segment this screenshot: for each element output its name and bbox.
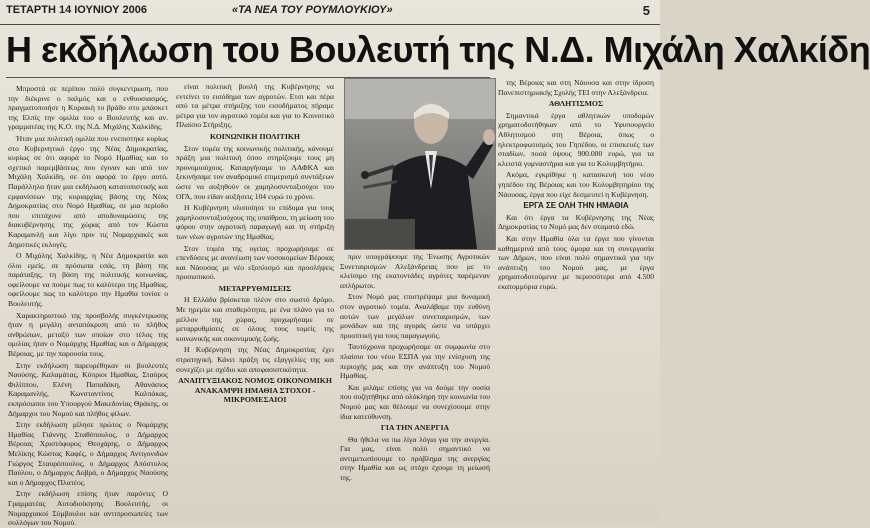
paragraph: Στην εκδήλωση μίλησε πρώτος ο Νομάρχης Ημαθίας Γιάννης Σταθόπουλος, ο Δήμαρχος Βέροιας Χριστόφορος Θεοχάρης, ο Δήμαρχος Μελίκης Κώστας Καφές, ο Δήμαρχος Αντιγονιδών Γιώργος Σταυρόπουλος, ο Δήμαρχος Απόστολος Παύλου, ο Δήμαρχος Δοβρά, ο Δήμαρχος Ναούσης και ο Δήμαρχος Πλατέος. [8, 420, 168, 487]
paragraph: Η Κυβέρνηση της Νέας Δημοκρατίας έχει στρατηγική. Κάνει πράξη τις εξαγγελίες της και συνεχίζει με σχέδιο και αποφασιστικότητα. [176, 345, 334, 374]
paragraph: Στην εκδήλωση επίσης ήταν παρόντες Ο Γραμματέας Αυτοδιοίκησης Βουλευτής, οι Νομαρχιακοί Σύμβουλοι και αντιπροσωπείες των συλλόγων του Νομού. [8, 489, 168, 528]
paragraph: Ο Μιχάλης Χαλκίδης, η Νέα Δημοκρατία και όλοι εμείς, σε πρόσωπα εσάς, τη βάση της παράταξης, τη βάση της πολιτικής κοινωνίας, οφείλουμε να πούμε πως το καλύτερο της Ημαθίας, οφείλουμε πως το καλύτερο την Ημαθία τονίσε ο Βουλευτής. [8, 251, 168, 309]
article-column-2 [176, 82, 334, 434]
subheading-athletics: ΑΘΛΗΤΙΣΜΟΣ [548, 99, 604, 109]
paragraph: Η Κυβέρνηση υλοποίησε το επίδομα για τους χαμηλοσυνταξιούχους της υπαίθρου, τη μείωση του φόρου στην αγροτική παραγωγή και τη στήριξη των νέων αγροτών της Ημαθίας. [176, 203, 334, 241]
speaker-photo [344, 78, 496, 250]
paragraph: Θα ήθελα να πω λίγα λόγια για την ανεργία. Για μας, είναι πολύ σημαντικό να αντιμετωπίσουμε το πρόβλημα της ανεργίας στην Ημαθία και ως στόχο έχουμε τη μείωσή της. [340, 434, 490, 483]
article-column-3 [340, 252, 490, 520]
issue-date: ΤΕΤΑΡΤΗ 14 ΙΟΥΝΙΟΥ 2006 [6, 4, 148, 16]
speaker-photo-image [345, 79, 495, 249]
paragraph: πριν υπογράψουμε της Ένωσης Αγροτικών Συνεταιρισμών Αλεξάνδρειας που με το κλείσιμο της εκατοντάδες αγρότες παρέμεναν απλήρωτοι. [340, 252, 490, 290]
article-headline: Η εκδήλωση του Βουλευτή της Ν.Δ. Μιχάλη Χαλκίδη [6, 29, 870, 70]
paragraph: Χαρακτηριστικό της προσβολής συγκέντρωσης ήταν η μεγάλη ανταπόκριση από το πλήθος ανθρώπων, μεταξύ των οποίων στο τέλος της ομιλίας ήταν ο Νομάρχης Ημαθίας και ο Δήμαρχος Βέροιας, με την παρουσία τους. [8, 310, 168, 359]
paragraph: Ταυτόχρονα προχωρήσαμε σε συμφωνία στο πλαίσιο του νέου ΕΣΠΑ για την ενίσχυση της περιοχής μας και την ανάπτυξη του Νομού Ημαθίας. [340, 342, 490, 381]
paragraph: Μπροστά σε περίπου πολύ συγκεντρωση, που την διέκρινε ο παλμός και ο ενθουσιασμός, πραγματοποιήσε η Κυριακή το βράδυ στο μπάσκετ της Ελπίς την ομιλία του ο Βουλευτής και αν. γραμματέας της Κ.Ο. της Ν.Δ. Μιχάλης Χαλκίδης. [8, 84, 168, 132]
paragraph: της Βέροιας και στη Νάουσα και στην ίδρυση Πανεπιστημιακής Σχολής ΤΕΙ στην Αλεξάνδρεια. [498, 78, 654, 97]
paragraph: Ήταν μια πολιτική ομιλία που ενεπιστηκε κυρίως στο Κυβερνητικό έργο της Νέας Δημοκρατίας, κυρίως σε ότι αφορά το Νομό Ημαθίας και το σχετικό παρεμβάσεως που έγιναν και από τον Μιχάλη Χαλκίδη, σε ότι αφορά το έργο αυτό. Παράλληλα ήταν μια εκδήλωση κατατοπιστικής και εμφανίσεων της κυριαρχίας βάσης της Νέας Δημοκρατίας στο Νομό Ημαθίας, σε μια περίοδο που επιτάχυνε από αποδυναμώσεις της διακυβέρνησης της χώρας από τον Κώστα Καραμανλή και λίγο πριν τις Νομαρχιακές και Δημοτικές εκλογές. [8, 133, 168, 249]
paragraph: Στον τομέα της κοινωνικής πολιτικής, κάνουμε πράξη μια πολιτική όπου στηρίζουμε τους μη προνομιούχους. Καταργήσαμε το ΛΑΦΚΑ και ξεκινήσαμε τον αναδρομικό επιμερισμό συντάξεων ώστε να αυξηθούν οι χαμηλοσυνταξιούχοι του ΟΓΑ, που είδαν αυξήσεις 104 ευρώ το χρόνο. [176, 143, 334, 201]
subheading-reforms: ΜΕΤΑΡΡΥΘΜΙΣΕΙΣ [218, 283, 292, 293]
paragraph: είναι πολιτική βουλή της Κυβέρνησης να εντείνει το εισόδημα των αγροτών. Ετσι και πέρα από τα μέτρα στήριξης του εισοδήματος πήραμε μέτρα για τον αγροτικό τομέα και για το Κοινοτικό Πλαίσιο Στήριξης. [176, 82, 334, 130]
subheading-social-policy: ΚΟΙΝΩΝΙΚΗ ΠΟΛΙΤΙΚΗ [210, 131, 300, 141]
paragraph: Ακόμα, εγκρίθηκε η κατασκευή του νέου γηπέδου της Βέροιας και του Κολυμβητηρίου της Νάουσας, έργα που είχε δεσμευτεί η Κυβέρνηση. [498, 170, 654, 199]
article-column-1 [8, 84, 168, 528]
masthead [0, 0, 660, 25]
newspaper-name: «ΤΑ ΝΕΑ ΤΟΥ ΡΟΥΜΛΟΥΚΙΟΥ» [232, 4, 393, 16]
paragraph: Σημαντικά έργα αθλητικών υποδομών χρηματοδοτήθηκαν από το Υφυπουργείο Αθλητισμού στη Βέροια, όπως ο ηλεκτροφωτισμός του Γηπέδου, οι επισκευές των σταδίων, ποσά ύψους 900.000 ευρώ, για τα κλειστά γυμναστήρια και για το Κολυμβητήριο. [498, 110, 654, 168]
paragraph: Στην εκδήλωση παρευρέθηκαν οι βουλευτές Ναούσης, Καλαμάτας, Κύπριοι Ημαθίας, Σταύρος Φιλίππου, Ελένη Παπαδάκη, Αθανάσιος Καραμανλής, Κωνσταντίνος Καλπάκας, εκπρόσωποι του Υπουργού Μακεδονίας Θράκης, οι Δήμαρχοι του Νομού και πλήθος φίλων. [8, 360, 168, 418]
paragraph: Στον Νομό μας επιστρέψαμε μια δυναμική στον αγροτικό τομέα. Αναλάβαμε την ευθύνη αυτών των μεγάλων συνεταιρισμών, των μονάδων και της αγοράς ώστε να υπάρχει προοπτική για τους παραγωγούς. [340, 292, 490, 340]
section-heading-imathia-projects: ΕΡΓΑ ΣΕ ΟΛΗ ΤΗΝ ΗΜΑΘΙΑ [523, 201, 629, 211]
article-column-4 [498, 78, 654, 520]
paragraph: Και ότι έργα τα Κυβέρνησης της Νέας Δημοκρατίας το Νομό μας δεν σταματά εδώ. [498, 212, 654, 232]
page-number: 5 [642, 3, 650, 18]
paragraph: Και στην Ημαθία όλα τα έργα που γίνονται καθημερινά από τους όμορα και τη συνεργασία των Δήμων, που είναι πολύ σημαντικά για την ανάπτυξη του Νομού μας, με έργα χρηματοδοτούμενα με περισσότερα από 4.500 εκατομμύρια ευρώ. [498, 233, 654, 291]
subheading-unemployment: ΓΙΑ ΤΗΝ ΑΝΕΡΓΙΑ [380, 423, 450, 433]
subheading-development: ΑΝΑΠΤΥΞΙΑΚΟΣ ΝΟΜΟΣ ΟΙΚΟΝΟΜΙΚΗ ΑΝΑΚΑΜΨΗ ΗΜΑΘΙΑ ΣΤΟΧΟΙ - ΜΙΚΡΟΜΕΣΑΙΟΙ [178, 376, 332, 405]
paragraph: Και μιλάμε επίσης για να δούμε την ουσία που συζητήθηκε από ολόκληρη την κοινωνία του Νομού μας και θέλουμε να συνεχίσουμε στην ίδια κατεύθυνση. [340, 382, 490, 421]
paragraph: Η Ελλάδα βρίσκεται πλέον στο σωστό δρόμο. Με ηρεμία και σταθερότητα, με ένα πλάνο για το μέλλον της χώρας, προχωρήσαμε σε μεταρρυθμίσεις σε όλους τους τομείς της κοινωνικής και οικονομικής ζωής. [176, 295, 334, 343]
paragraph: Στον τομέα της υγείας προχωρήσαμε σε επενδύσεις με ανανέωση των νοσοκομείων Βέροιας και Νάουσας με νέο εξοπλισμό και προσλήψεις προσωπικού. [176, 243, 334, 282]
